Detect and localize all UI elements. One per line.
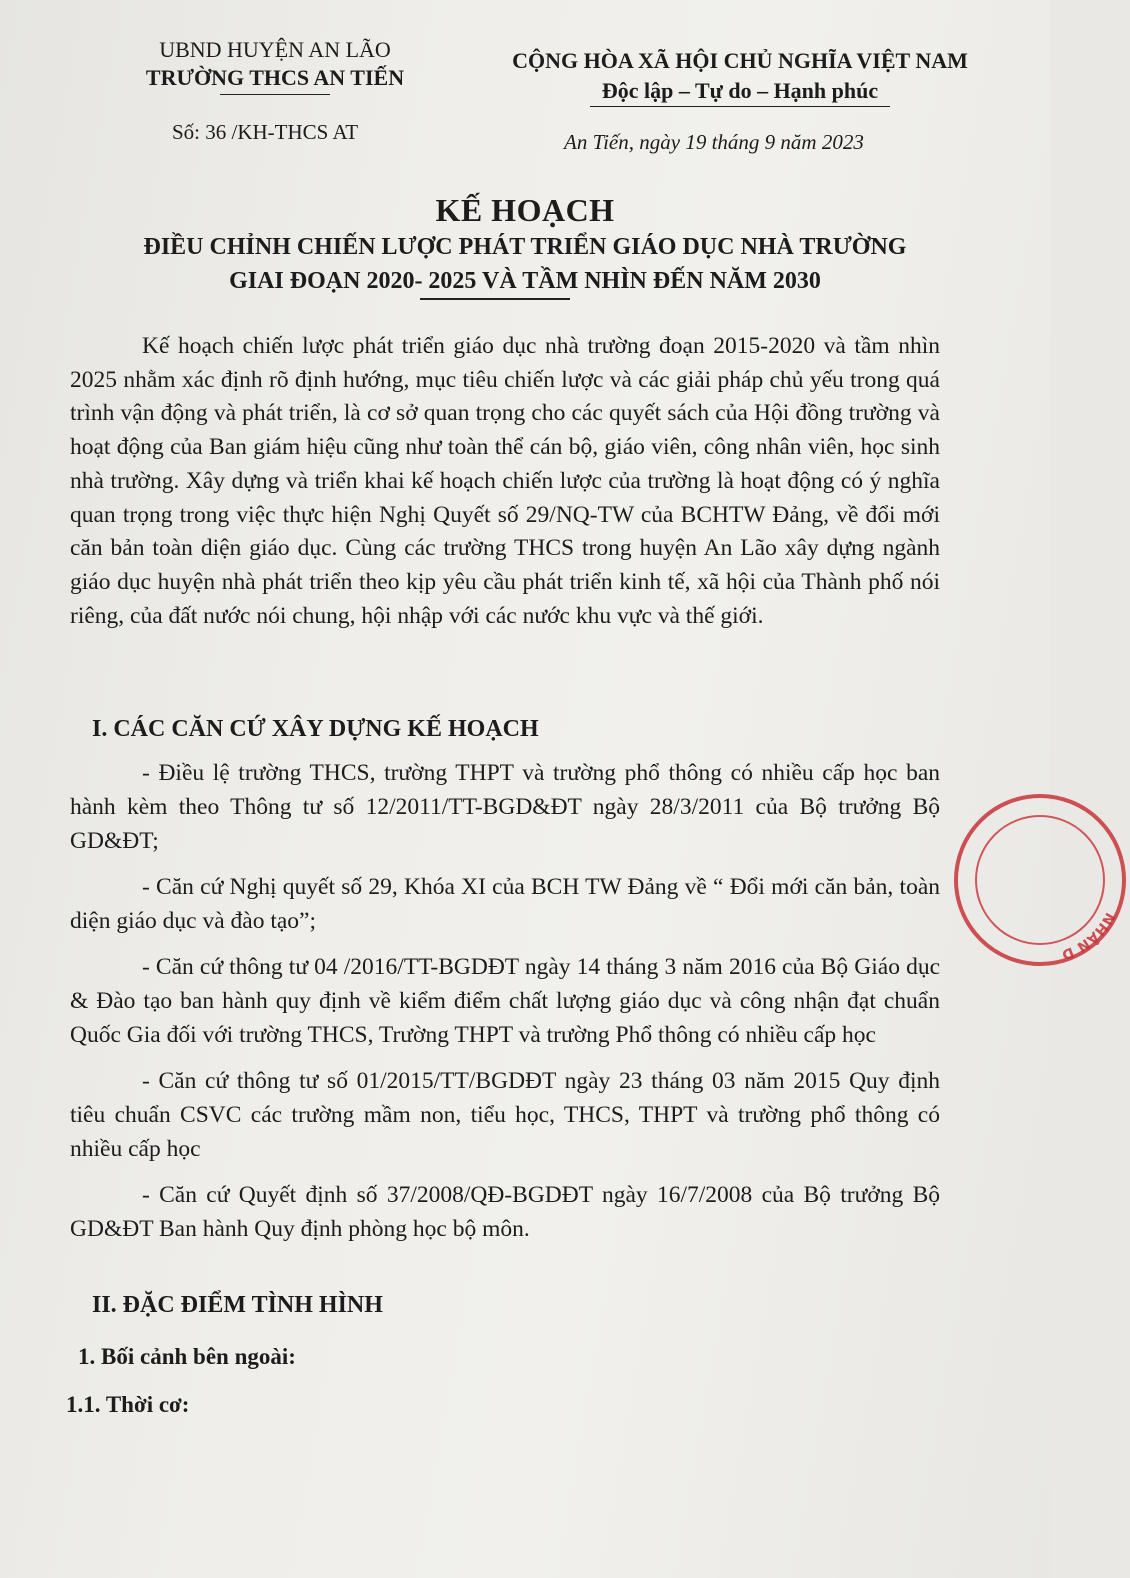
legal-basis-list [70,756,940,1258]
legal-basis-item: - Căn cứ Quyết định số 37/2008/QĐ-BGDĐT ngày 16/7/2008 của Bộ trưởng Bộ GD&ĐT Ban hành Quy định phòng học bộ môn. [70,1182,940,1242]
school-name: TRƯỜNG THCS AN TIẾN [145,65,405,90]
motto-underline [590,106,890,107]
section-1-heading: I. CÁC CĂN CỨ XÂY DỰNG KẾ HOẠCH [92,716,539,742]
legal-basis-item: - Căn cứ thông tư 04 /2016/TT-BGDĐT ngày 14 tháng 3 năm 2016 của Bộ Giáo dục & Đào tạo ban hành quy định về kiểm điểm chất lượng giáo dục và công nhận đạt chuẩn Quốc Gia đối với trường THCS, Trường THPT và trường Phổ thông có nhiều cấp học [70,954,940,1048]
intro-paragraph: Kế hoạch chiến lược phát triển giáo dục nhà trường đoạn 2015-2020 và tầm nhìn 2025 nhằm xác định rõ định hướng, mục tiêu chiến lược và các giải pháp chủ yếu trong quá trình vận động và phát triển, là cơ sở quan trọng cho các quyết sách của Hội đồng trường và hoạt động của Ban giám hiệu cũng như toàn thể cán bộ, giáo viên, công nhân viên, học sinh nhà trường. Xây dựng và triển khai kế hoạch chiến lược của trường là hoạt động có ý nghĩa quan trọng trong việc thực hiện Nghị Quyết số 29/NQ-TW của BCHTW Đảng, về đổi mới căn bản toàn diện giáo dục. Cùng các trường THCS trong huyện An Lão xây dựng ngành giáo dục huyện nhà phát triển theo kịp yêu cầu phát triển kinh tế, xã hội của Thành phố nói riêng, của đất nước nói chung, hội nhập với các nước khu vực và thế giới. [70,333,940,629]
red-seal-stamp [950,790,1130,970]
section-2-heading: II. ĐẶC ĐIỂM TÌNH HÌNH [92,1292,383,1318]
title-underline [420,298,570,300]
nation-name: CỘNG HÒA XÃ HỘI CHỦ NGHĨA VIỆT NAM [512,48,968,73]
legal-basis-item: - Căn cứ thông tư số 01/2015/TT/BGDĐT ngày 23 tháng 03 năm 2015 Quy định tiêu chuẩn CSVC các trường mầm non, tiểu học, THCS, THPT và trường phổ thông có nhiều cấp học [70,1068,940,1162]
title-line-1: ĐIỀU CHỈNH CHIẾN LƯỢC PHÁT TRIỂN GIÁO DỤC NHÀ TRƯỜNG [143,234,907,260]
intro-section [70,330,940,633]
document-title-block [60,190,990,300]
issuing-agency-block [120,36,430,95]
document-type-title: KẾ HOẠCH [435,192,615,228]
legal-basis-item: - Căn cứ Nghị quyết số 29, Khóa XI của BCH TW Đảng về “ Đổi mới căn bản, toàn diện giáo dục và đào tạo”; [70,874,940,934]
agency-underline [220,94,330,95]
authority-name: UBND HUYỆN AN LÃO [159,37,391,62]
national-header-block [490,46,990,107]
title-line-2: GIAI ĐOẠN 2020- 2025 VÀ TẦM NHÌN ĐẾN NĂM 2030 [229,268,821,294]
document-number: Số: 36 /KH-THCS AT [172,120,359,144]
legal-basis-item: - Điều lệ trường THCS, trường THPT và trường phổ thông có nhiều cấp học ban hành kèm theo Thông tư số 12/2011/TT-BGD&ĐT ngày 28/3/2011 của Bộ trưởng Bộ GD&ĐT; [70,760,940,854]
national-motto: Độc lập – Tự do – Hạnh phúc [601,78,879,103]
subsection-1-1-heading: 1.1. Thời cơ: [66,1392,190,1417]
subsection-1-heading: 1. Bối cảnh bên ngoài: [78,1344,296,1369]
svg-text:NHÂN D: NHÂN D [1059,909,1118,963]
place-and-date: An Tiến, ngày 19 tháng 9 năm 2023 [564,130,864,154]
